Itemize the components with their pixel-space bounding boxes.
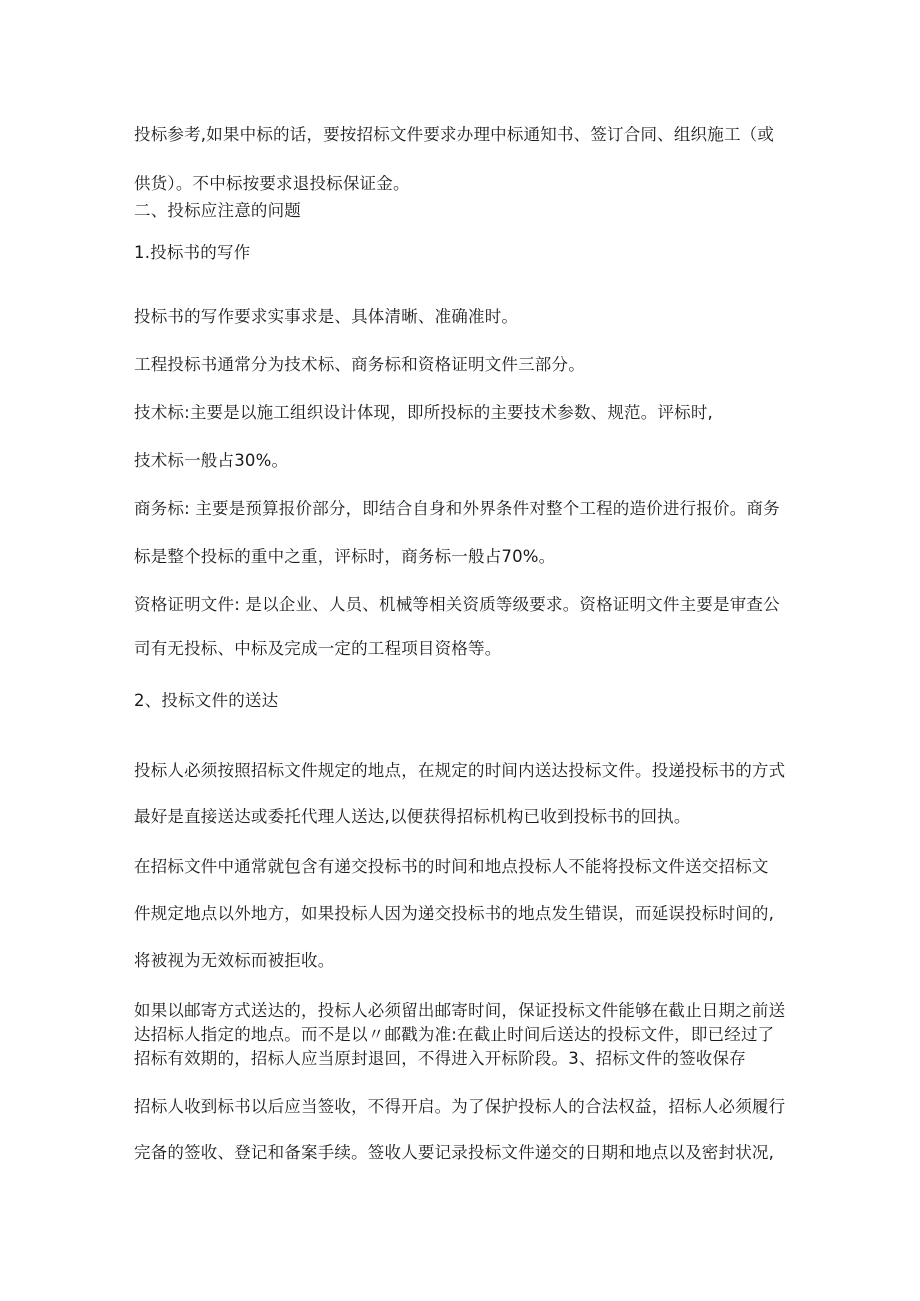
paragraph-line: 司有无投标、中标及完成一定的工程项目资格等。	[134, 639, 502, 658]
paragraph-line: 招标人收到标书以后应当签收，不得开启。为了保护投标人的合法权益，招标人必须履行	[134, 1097, 786, 1116]
paragraph-line: 将被视为无效标而被拒收。	[134, 951, 335, 970]
paragraph-line: 完备的签收、登记和备案手续。签收人要记录投标文件递交的日期和地点以及密封状况,	[134, 1143, 775, 1162]
paragraph-line: 招标有效期的，招标人应当原封退回，不得进入开标阶段。3、招标文件的签收保存	[134, 1049, 746, 1068]
paragraph-line: 投标参考,如果中标的话，要按招标文件要求办理中标通知书、签订合同、组织施工（或	[134, 125, 775, 144]
paragraph-line: 标是整个投标的重中之重，评标时，商务标一般占70%。	[134, 547, 556, 566]
paragraph-line: 最好是直接送达或委托代理人送达,以便获得招标机构已收到投标书的回执。	[134, 807, 691, 826]
paragraph-line: 供货）。不中标按要求退投标保证金。	[134, 174, 410, 193]
paragraph-line: 资格证明文件: 是以企业、人员、机械等相关资质等级要求。资格证明文件主要是审查公	[134, 595, 780, 614]
paragraph-line: 商务标: 主要是预算报价部分，即结合自身和外界条件对整个工程的造价进行报价。商务	[134, 499, 780, 518]
paragraph-line: 技术标一般占30%。	[134, 451, 289, 470]
paragraph-line: 技术标:主要是以施工组织设计体现，即所投标的主要技术参数、规范。评标时,	[134, 403, 714, 422]
paragraph-line: 如果以邮寄方式送达的，投标人必须留出邮寄时间，保证投标文件能够在截止日期之前送	[134, 1001, 786, 1020]
paragraph-line: 工程投标书通常分为技术标、商务标和资格证明文件三部分。	[134, 355, 585, 374]
paragraph-line: 在招标文件中通常就包含有递交投标书的时间和地点投标人不能将投标文件送交招标文	[134, 857, 769, 876]
paragraph-line: 投标人必须按照招标文件规定的地点，在规定的时间内送达投标文件。投递投标书的方式	[134, 761, 786, 780]
subsection-heading: 2、投标文件的送达	[134, 691, 279, 710]
section-heading: 二、投标应注意的问题	[134, 201, 301, 220]
paragraph-line: 达招标人指定的地点。而不是以〃邮戳为准:在截止时间后送达的投标文件，即已经过了	[134, 1025, 775, 1044]
subsection-heading: 1.投标书的写作	[134, 243, 251, 262]
paragraph-line: 投标书的写作要求实事求是、具体清晰、准确准时。	[134, 307, 519, 326]
paragraph-line: 件规定地点以外地方，如果投标人因为递交投标书的地点发生错误，而延误投标时间的,	[134, 904, 775, 923]
